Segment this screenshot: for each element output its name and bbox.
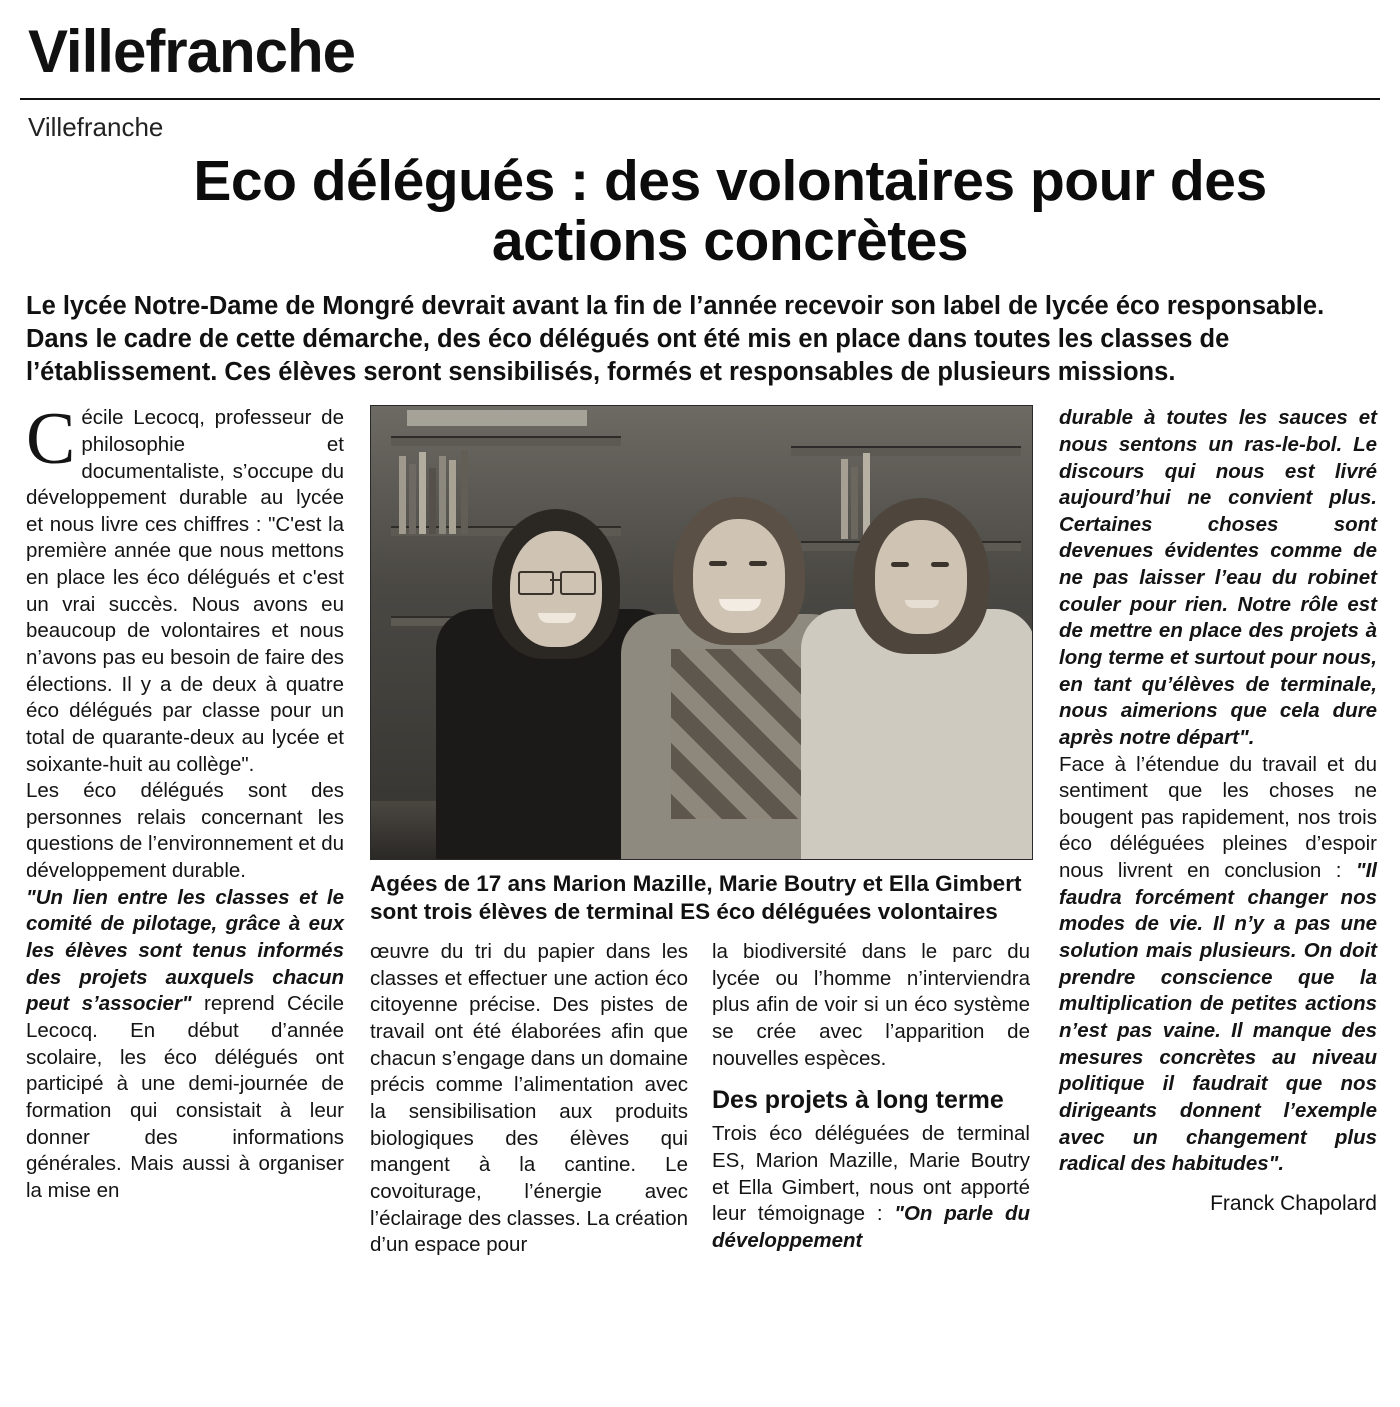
person-middle-eye-right <box>749 561 767 566</box>
person-middle-face <box>693 519 785 633</box>
shelf-1 <box>391 436 621 446</box>
column-middle <box>370 405 1033 1259</box>
right-paragraph-2 <box>1059 752 1377 1178</box>
left-quote: "Un lien entre les classes et le comité de pilotage, grâce à eux les élèves sont tenus informés des projets auxquels chacun peut s’associer" <box>26 885 344 1016</box>
person-left-glasses-right-lens <box>560 571 596 595</box>
person-right-face <box>875 520 967 634</box>
article-photo <box>370 405 1033 860</box>
masthead <box>0 0 1400 88</box>
section-kicker: Villefranche <box>28 112 164 142</box>
book <box>419 452 426 534</box>
middle-subcolumn-right <box>712 939 1030 1259</box>
right-paragraph-1: durable à toutes les sauces et nous sentons un ras-le-bol. Le discours qui nous est livré aujourd’hui ne convient plus. Certaines choses sont devenues évidentes comme de ne pas laisser l’eau du robinet couler pour rien. Notre rôle est de mettre en place des projets à long terme et surtout pour nous, en tant qu’élèves de terminale, nous aimerions que cela dure après notre départ". <box>1059 406 1377 749</box>
left-paragraph-3 <box>26 885 344 1205</box>
left-paragraph-1: Cécile Lecocq, professeur de philosophie et documentaliste, s’occupe du développement durable au lycée et nous livre ces chiffres : "C'est la première année que nous mettons en place les éco délégués et c'est un vrai succès. Nous avons eu beaucoup de volontaires et nous n’avons pas eu besoin de faire des élections. Il y a de deux à quatre éco délégués par classe pour un total de quarante-deux au lycée et soixante-huit au collège". <box>26 398 344 776</box>
article-byline: Franck Chapolard <box>1210 1191 1377 1215</box>
person-left-mouth <box>538 613 576 623</box>
article-headline: Eco délégués : des volontaires pour des actions concrètes <box>193 149 1267 274</box>
right-quote: "Il faudra forcément changer nos modes de vie. Il n’y a pas une solution mais plusieurs. On doit prendre conscience que la multiplication de petites actions n’est pas vaine. Il manque des mesures concrètes au niveau politique il faudrait que nos dirigeants donnent l’exemple avec un changement plus radical des habitudes". <box>1059 859 1377 1176</box>
ceiling-light <box>407 410 587 426</box>
person-right-eye-left <box>891 562 909 567</box>
left-paragraph-4: reprend Cécile Lecocq. En début d’année scolaire, les éco délégués ont participé à une demi-journée de formation qui consistait à leur donner des informations générales. Mais aussi à organiser la mise en <box>26 992 344 1202</box>
shelf-4 <box>791 446 1021 456</box>
article-columns <box>26 398 1377 1259</box>
left-paragraph-2: Les éco délégués sont des personnes relais concernant les questions de l’environnement et du développement durable. <box>26 779 344 883</box>
person-middle-argyle-pattern <box>671 649 801 819</box>
person-right-eye-right <box>931 562 949 567</box>
middle-subcolumn-left <box>370 939 688 1259</box>
middle-subheading: Des projets à long terme <box>712 1086 1004 1115</box>
middle-subcolumns <box>370 939 1033 1259</box>
article-standfirst: Le lycée Notre-Dame de Mongré devrait avant la fin de l’année recevoir son label de lycée éco responsable. Dans le cadre de cette démarche, des éco délégués ont été mis en place dans toutes les classes de l’établissement. Ces élèves seront sensibilisés, formés et responsables de plusieurs missions. <box>26 291 1325 387</box>
person-right-mouth <box>905 600 939 608</box>
middle-right-quote: "On parle du développement <box>712 1202 1030 1252</box>
photo-caption: Agées de 17 ans Marion Mazille, Marie Boutry et Ella Gimbert sont trois élèves de terminal ES éco déléguées volontaires <box>370 871 1022 924</box>
book <box>399 456 406 534</box>
book <box>409 464 416 534</box>
column-left <box>26 398 344 1204</box>
person-middle-mouth <box>719 599 761 611</box>
column-right <box>1059 405 1377 1216</box>
middle-left-paragraph: œuvre du tri du papier dans les classes et effectuer une action éco citoyenne précise. Des pistes de travail ont été élaborées afin que chacun s’engage dans un domaine précis comme l’alimentation avec la sensibilisation aux produits biologiques des élèves qui mangent à la cantine. Le covoiturage, l’énergie avec l’éclairage des classes. La création d’un espace pour <box>370 940 688 1257</box>
masthead-title: Villefranche <box>28 18 356 85</box>
middle-right-paragraph-1: la biodiversité dans le parc du lycée ou l’homme n’interviendra plus afin de voir si un éco système se crée avec l’apparition de nouvelles espèces. <box>712 940 1030 1070</box>
middle-right-text: Trois éco déléguées de terminal ES, Marion Mazille, Marie Boutry et Ella Gimbert, nous ont apporté leur témoignage : <box>712 1122 1030 1226</box>
middle-right-paragraph-2 <box>712 1121 1030 1254</box>
person-middle-eye-left <box>709 561 727 566</box>
right-text-2: Face à l’étendue du travail et du sentiment que les choses ne bougent pas rapidement, nos trois éco déléguées pleines d’espoir nous livrent en conclusion : <box>1059 752 1377 883</box>
person-left-glasses-left-lens <box>518 571 554 595</box>
person-right <box>801 464 1033 859</box>
person-left-glasses-bridge <box>550 579 560 581</box>
photo-wrap <box>370 405 1033 925</box>
